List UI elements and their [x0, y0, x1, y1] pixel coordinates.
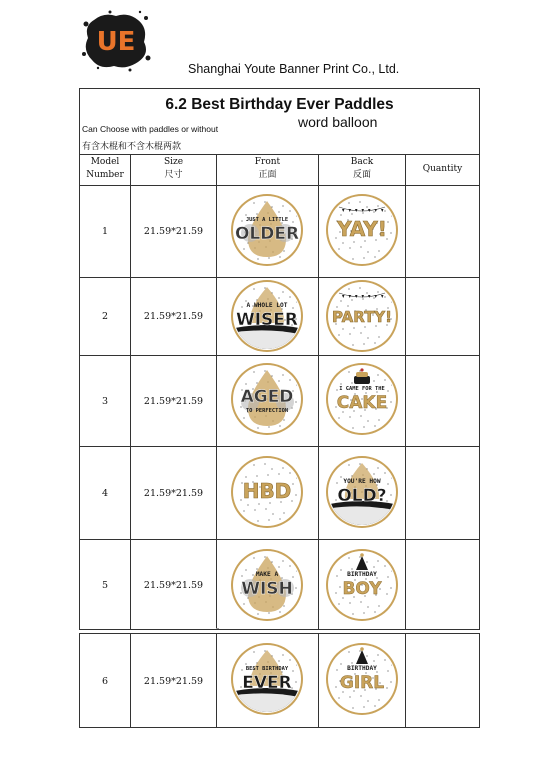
speckle-dot: [235, 647, 236, 648]
row-4-number: 4: [101, 488, 109, 499]
title-row: [80, 89, 479, 155]
speckle-dot: [256, 568, 257, 569]
speckle-dot: [257, 613, 258, 614]
speckle-dot: [349, 416, 350, 417]
paddle-small-line: JUST A LITTLE: [245, 217, 289, 223]
speckle-dot: [330, 367, 331, 368]
speckle-dot: [373, 380, 374, 381]
speckle-dot: [352, 613, 353, 614]
speckle-dot: [235, 553, 236, 554]
speckle-dot: [363, 612, 364, 613]
speckle-dot: [339, 586, 340, 587]
speckle-dot: [278, 380, 279, 381]
speckle-dot: [351, 382, 352, 383]
speckle-dot: [378, 699, 379, 700]
speckle-dot: [377, 654, 378, 655]
speckle-dot: [293, 204, 294, 205]
speckle-dot: [348, 288, 349, 289]
row-6-size: 21.59*21.59: [143, 676, 204, 687]
speckle-dot: [279, 518, 280, 519]
speckle-dot: [282, 291, 283, 292]
speckle-dot: [291, 500, 292, 501]
speckle-dot: [264, 201, 265, 202]
speckle-dot: [366, 655, 367, 656]
sheet-subtitle: word balloon: [298, 114, 378, 130]
speckle-dot: [388, 204, 389, 205]
speckle-dot: [348, 371, 349, 372]
speckle-dot: [293, 559, 294, 560]
speckle-dot: [271, 468, 272, 469]
speckle-dot: [271, 561, 272, 562]
speckle-dot: [330, 198, 331, 199]
paddle-big-word: HBD: [242, 479, 292, 503]
speckle-dot: [340, 383, 341, 384]
speckle-dot: [349, 696, 350, 697]
speckle-dot: [390, 681, 391, 682]
speckle-dot: [352, 707, 353, 708]
column-divider: [318, 154, 319, 629]
speckle-dot: [253, 202, 254, 203]
paddle-big-word: AGED: [240, 387, 294, 407]
speckle-dot: [359, 287, 360, 288]
speckle-dot: [241, 220, 242, 221]
speckle-dot: [264, 463, 265, 464]
speckle-dot: [387, 221, 388, 222]
sheet-title: 6.2 Best Birthday Ever Paddles: [165, 96, 394, 113]
header-size: Size 尺寸: [163, 157, 184, 180]
speckle-dot: [359, 463, 360, 464]
speckle-dot: [351, 568, 352, 569]
speckle-dot: [367, 337, 368, 338]
paddle-big-word: EVER: [242, 673, 292, 693]
speckle-dot: [374, 342, 375, 343]
speckle-dot: [362, 212, 363, 213]
row-1-number: 1: [101, 226, 109, 237]
speckle-dot: [292, 483, 293, 484]
paddle-big-word: OLDER: [234, 224, 300, 244]
row-2-number: 2: [101, 311, 109, 322]
paddle-big-word: GIRL: [339, 673, 385, 693]
row-4-back-paddle-image: [325, 455, 399, 529]
speckle-dot: [388, 290, 389, 291]
product-sheet: [79, 88, 480, 630]
speckle-dot: [360, 332, 361, 333]
speckle-dot: [351, 213, 352, 214]
speckle-dot: [282, 205, 283, 206]
speckle-dot: [338, 417, 339, 418]
row-3-size: 21.59*21.59: [143, 396, 204, 407]
cake-icon: [354, 376, 370, 384]
row-6-front-paddle-image: [230, 642, 304, 716]
header-quantity: Quantity: [422, 164, 463, 174]
speckle-dot: [360, 246, 361, 247]
row-5-number: 5: [101, 580, 109, 591]
speckle-dot: [292, 221, 293, 222]
speckle-dot: [367, 420, 368, 421]
speckle-dot: [272, 513, 273, 514]
speckle-dot: [373, 297, 374, 298]
speckle-dot: [351, 299, 352, 300]
speckle-dot: [336, 575, 337, 576]
paddle-small-line: BIRTHDAY: [347, 665, 377, 672]
speckle-dot: [240, 499, 241, 500]
speckle-dot: [340, 214, 341, 215]
speckle-dot: [243, 417, 244, 418]
column-divider: [405, 634, 406, 727]
speckle-dot: [390, 401, 391, 402]
speckle-dot: [335, 686, 336, 687]
paddle-big-word: WISER: [235, 310, 299, 330]
row-4-front-paddle-image: [230, 455, 304, 529]
speckle-dot: [293, 653, 294, 654]
speckle-dot: [253, 371, 254, 372]
speckle-dot: [283, 419, 284, 420]
speckle-dot: [366, 561, 367, 562]
paddle-small-line: I CAME FOR THE: [339, 386, 385, 392]
speckle-dot: [336, 389, 337, 390]
speckle-dot: [289, 296, 290, 297]
speckle-dot: [390, 587, 391, 588]
speckle-dot: [243, 510, 244, 511]
column-divider: [216, 634, 217, 727]
row-2-size: 21.59*21.59: [143, 311, 204, 322]
speckle-dot: [256, 475, 257, 476]
speckle-dot: [384, 296, 385, 297]
speckle-dot: [241, 669, 242, 670]
paddle-small-line: BEST BIRTHDAY: [245, 666, 289, 672]
speckle-dot: [264, 556, 265, 557]
company-logo: [80, 10, 152, 72]
speckle-dot: [390, 232, 391, 233]
speckle-dot: [257, 258, 258, 259]
speckle-dot: [388, 466, 389, 467]
speckle-dot: [364, 326, 365, 327]
speckle-dot: [268, 257, 269, 258]
row-2-back-paddle-image: [325, 279, 399, 353]
speckle-dot: [388, 373, 389, 374]
speckle-dot: [353, 327, 354, 328]
header-front: Front 正面: [254, 157, 281, 180]
row-divider: [80, 185, 479, 186]
speckle-dot: [292, 576, 293, 577]
speckle-dot: [253, 651, 254, 652]
speckle-dot: [295, 681, 296, 682]
speckle-dot: [360, 415, 361, 416]
speckle-dot: [340, 476, 341, 477]
speckle-dot: [268, 519, 269, 520]
option-note-cn: 有含木棍和不含木棍两款: [82, 142, 182, 152]
speckle-dot: [243, 603, 244, 604]
speckle-dot: [243, 248, 244, 249]
speckle-dot: [367, 700, 368, 701]
speckle-dot: [292, 670, 293, 671]
speckle-dot: [353, 241, 354, 242]
speckle-dot: [289, 379, 290, 380]
speckle-dot: [374, 425, 375, 426]
speckle-dot: [289, 472, 290, 473]
speckle-dot: [384, 565, 385, 566]
column-divider: [405, 154, 406, 629]
speckle-dot: [271, 206, 272, 207]
speckle-dot: [374, 611, 375, 612]
paddle-big-word: OLD?: [337, 486, 387, 506]
row-6-number: 6: [101, 676, 109, 687]
speckle-dot: [377, 291, 378, 292]
speckle-dot: [378, 336, 379, 337]
speckle-dot: [352, 427, 353, 428]
speckle-dot: [359, 556, 360, 557]
speckle-dot: [283, 512, 284, 513]
speckle-dot: [293, 466, 294, 467]
speckle-dot: [377, 205, 378, 206]
speckle-dot: [348, 464, 349, 465]
speckle-dot: [258, 503, 259, 504]
header-back: Back 反面: [350, 157, 374, 180]
speckle-dot: [278, 566, 279, 567]
speckle-dot: [245, 663, 246, 664]
speckle-dot: [387, 670, 388, 671]
speckle-dot: [282, 374, 283, 375]
speckle-dot: [387, 483, 388, 484]
speckle-dot: [374, 256, 375, 257]
speckle-dot: [289, 659, 290, 660]
row-2-front-paddle-image: [230, 279, 304, 353]
speckle-dot: [349, 247, 350, 248]
speckle-dot: [289, 210, 290, 211]
speckle-dot: [264, 370, 265, 371]
speckle-dot: [374, 705, 375, 706]
speckle-dot: [336, 482, 337, 483]
speckle-dot: [295, 401, 296, 402]
speckle-dot: [282, 560, 283, 561]
speckle-dot: [347, 305, 348, 306]
speckle-dot: [282, 654, 283, 655]
paddle-small-line: YOU'RE HOW: [343, 478, 381, 485]
product-sheet-continued: [79, 633, 480, 728]
logo-lettering: UE: [96, 27, 136, 57]
speckle-dot: [253, 557, 254, 558]
option-note-en: Can Choose with paddles or without: [82, 124, 219, 134]
speckle-dot: [352, 344, 353, 345]
party-hat-pompom: [360, 553, 364, 557]
speckle-dot: [336, 669, 337, 670]
speckle-dot: [348, 557, 349, 558]
speckle-dot: [245, 476, 246, 477]
speckle-dot: [363, 343, 364, 344]
speckle-dot: [256, 213, 257, 214]
paddle-small-line: TO PERFECTION: [245, 408, 289, 414]
speckle-dot: [378, 250, 379, 251]
speckle-dot: [340, 300, 341, 301]
speckle-dot: [330, 553, 331, 554]
speckle-dot: [348, 651, 349, 652]
row-1-size: 21.59*21.59: [143, 226, 204, 237]
speckle-dot: [387, 576, 388, 577]
speckle-dot: [278, 211, 279, 212]
speckle-dot: [271, 375, 272, 376]
speckle-dot: [235, 367, 236, 368]
speckle-dot: [352, 258, 353, 259]
speckle-dot: [342, 242, 343, 243]
row-divider: [80, 539, 479, 540]
paddle-big-word: CAKE: [336, 393, 388, 413]
paddle-big-word: WISH: [241, 579, 293, 599]
row-1-back-paddle-image: [325, 193, 399, 267]
speckle-dot: [282, 467, 283, 468]
speckle-dot: [293, 373, 294, 374]
speckle-dot: [241, 575, 242, 576]
cherry: [360, 368, 363, 371]
speckle-dot: [235, 284, 236, 285]
speckle-dot: [359, 650, 360, 651]
speckle-dot: [349, 333, 350, 334]
party-hat-pompom: [360, 647, 364, 651]
speckle-dot: [252, 574, 253, 575]
paddle-big-word: PARTY!: [331, 308, 393, 326]
speckle-dot: [359, 370, 360, 371]
row-4-size: 21.59*21.59: [143, 488, 204, 499]
speckle-dot: [377, 467, 378, 468]
speckle-dot: [338, 248, 339, 249]
speckle-dot: [338, 334, 339, 335]
speckle-dot: [292, 307, 293, 308]
speckle-dot: [359, 201, 360, 202]
speckle-dot: [363, 257, 364, 258]
paddle-small-line: BIRTHDAY: [347, 571, 377, 578]
speckle-dot: [257, 427, 258, 428]
speckle-dot: [384, 472, 385, 473]
speckle-dot: [387, 390, 388, 391]
speckle-dot: [373, 473, 374, 474]
speckle-dot: [279, 425, 280, 426]
speckle-dot: [278, 660, 279, 661]
row-divider: [80, 355, 479, 356]
speckle-dot: [338, 697, 339, 698]
scan-artifact: [216, 628, 219, 629]
speckle-dot: [388, 653, 389, 654]
row-5-front-paddle-image: [230, 548, 304, 622]
speckle-dot: [386, 687, 387, 688]
speckle-dot: [386, 593, 387, 594]
speckle-dot: [363, 426, 364, 427]
paddle-big-word: YAY!: [337, 217, 387, 241]
row-divider: [80, 277, 479, 278]
speckle-dot: [360, 601, 361, 602]
speckle-dot: [283, 250, 284, 251]
speckle-dot: [289, 565, 290, 566]
speckle-dot: [340, 569, 341, 570]
speckle-dot: [366, 292, 367, 293]
speckle-dot: [278, 473, 279, 474]
speckle-dot: [330, 284, 331, 285]
speckle-dot: [247, 504, 248, 505]
column-divider: [216, 154, 217, 629]
row-3-number: 3: [101, 396, 109, 407]
speckle-dot: [264, 287, 265, 288]
speckle-dot: [360, 695, 361, 696]
speckle-dot: [245, 214, 246, 215]
speckle-dot: [377, 560, 378, 561]
speckle-dot: [373, 211, 374, 212]
speckle-dot: [265, 508, 266, 509]
row-1-front-paddle-image: [230, 193, 304, 267]
speckle-dot: [330, 460, 331, 461]
company-name: Shanghai Youte Banner Print Co., Ltd.: [188, 62, 400, 76]
row-divider: [80, 446, 479, 447]
speckle-dot: [362, 298, 363, 299]
header-model-number: Model Number: [86, 157, 124, 180]
speckle-dot: [366, 206, 367, 207]
speckle-dot: [335, 592, 336, 593]
speckle-dot: [377, 374, 378, 375]
speckle-dot: [268, 426, 269, 427]
speckle-dot: [278, 297, 279, 298]
speckle-dot: [235, 460, 236, 461]
speckle-dot: [378, 419, 379, 420]
row-5-back-paddle-image: [325, 548, 399, 622]
speckle-dot: [267, 474, 268, 475]
speckle-dot: [373, 660, 374, 661]
speckle-dot: [253, 288, 254, 289]
speckle-dot: [367, 251, 368, 252]
speckle-dot: [279, 611, 280, 612]
speckle-dot: [253, 464, 254, 465]
speckle-dot: [283, 605, 284, 606]
paddle-small-line: MAKE A: [255, 571, 279, 578]
row-5-size: 21.59*21.59: [143, 580, 204, 591]
cake-frosting: [356, 372, 368, 377]
speckle-dot: [384, 379, 385, 380]
speckle-dot: [348, 202, 349, 203]
speckle-dot: [351, 662, 352, 663]
speckle-dot: [384, 210, 385, 211]
speckle-dot: [295, 494, 296, 495]
speckle-dot: [264, 650, 265, 651]
paddle-big-word: BOY: [342, 579, 382, 599]
speckle-dot: [384, 659, 385, 660]
speckle-dot: [257, 520, 258, 521]
column-divider: [318, 634, 319, 727]
speckle-dot: [254, 509, 255, 510]
speckle-dot: [245, 383, 246, 384]
paddle-small-line: A WHOLE LOT: [246, 302, 288, 309]
speckle-dot: [268, 612, 269, 613]
speckle-dot: [293, 290, 294, 291]
speckle-dot: [235, 198, 236, 199]
speckle-dot: [342, 328, 343, 329]
row-3-front-paddle-image: [230, 362, 304, 436]
speckle-dot: [295, 587, 296, 588]
speckle-dot: [349, 602, 350, 603]
row-6-back-paddle-image: [325, 642, 399, 716]
speckle-dot: [378, 605, 379, 606]
speckle-dot: [340, 663, 341, 664]
speckle-dot: [330, 647, 331, 648]
speckle-dot: [388, 559, 389, 560]
speckle-dot: [363, 706, 364, 707]
speckle-dot: [390, 494, 391, 495]
speckle-dot: [245, 569, 246, 570]
speckle-dot: [241, 306, 242, 307]
speckle-dot: [338, 603, 339, 604]
speckle-dot: [367, 606, 368, 607]
speckle-dot: [373, 566, 374, 567]
row-3-back-paddle-image: [325, 362, 399, 436]
speckle-dot: [256, 382, 257, 383]
speckle-dot: [279, 256, 280, 257]
